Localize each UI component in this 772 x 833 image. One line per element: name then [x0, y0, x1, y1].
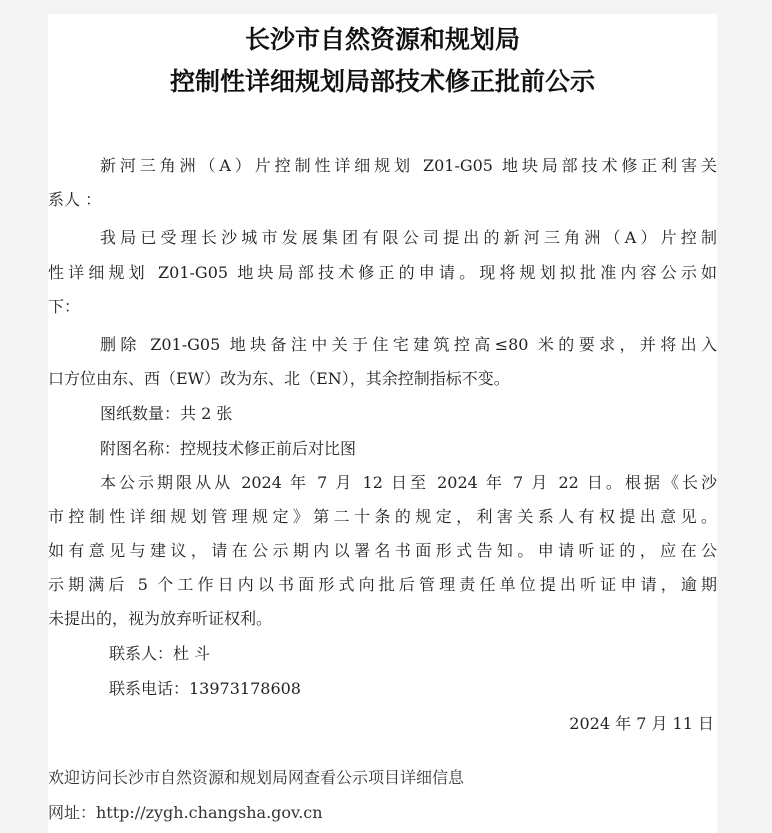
paragraph-line: 口方位由东、西（EW）改为东、北（EN），其余控制指标不变。	[48, 369, 510, 388]
document-page	[48, 14, 717, 833]
paragraph-line: 本公示期限从从 2024 年 7 月 12 日至 2024 年 7 月 22 日。根据《长沙	[100, 473, 717, 492]
document-date: 2024 年 7 月 11 日	[569, 714, 714, 733]
footer-visit-text: 欢迎访问长沙市自然资源和规划局网查看公示项目详细信息	[48, 768, 465, 787]
document-title: 长沙市自然资源和规划局	[244, 25, 520, 54]
addressee-line-cont: 系人 ：	[48, 190, 102, 209]
drawing-count: 图纸数量：共 2 张	[100, 404, 233, 423]
paragraph-line: 示期满后 5 个工作日内以书面形式向批后管理责任单位提出听证申请，逾期	[48, 575, 717, 594]
contact-person: 联系人：杜 斗	[109, 644, 211, 663]
drawing-name: 附图名称：控规技术修正前后对比图	[100, 439, 357, 458]
paragraph-line: 如有意见与建议，请在公示期内以署名书面形式告知。申请听证的，应在公	[48, 541, 717, 560]
footer-website-link[interactable]: 网址：http://zygh.changsha.gov.cn	[48, 803, 323, 822]
paragraph-line: 未提出的，视为放弃听证权利。	[48, 609, 273, 628]
addressee-line: 新河三角洲（A）片控制性详细规划 Z01-G05 地块局部技术修正利害关	[100, 156, 717, 175]
paragraph-line: 删除 Z01-G05 地块备注中关于住宅建筑控高≤80 米的要求，并将出入	[100, 335, 717, 354]
document-subtitle: 控制性详细规划局部技术修正批前公示	[169, 67, 595, 96]
paragraph-line: 我局已受理长沙城市发展集团有限公司提出的新河三角洲（A）片控制	[100, 228, 717, 247]
paragraph-line: 市控制性详细规划管理规定》第二十条的规定，利害关系人有权提出意见。	[48, 507, 717, 526]
paragraph-line: 下：	[48, 297, 81, 316]
paragraph-line: 性详细规划 Z01-G05 地块局部技术修正的申请。现将规划拟批准内容公示如	[48, 263, 717, 282]
contact-phone: 联系电话：13973178608	[109, 679, 301, 698]
